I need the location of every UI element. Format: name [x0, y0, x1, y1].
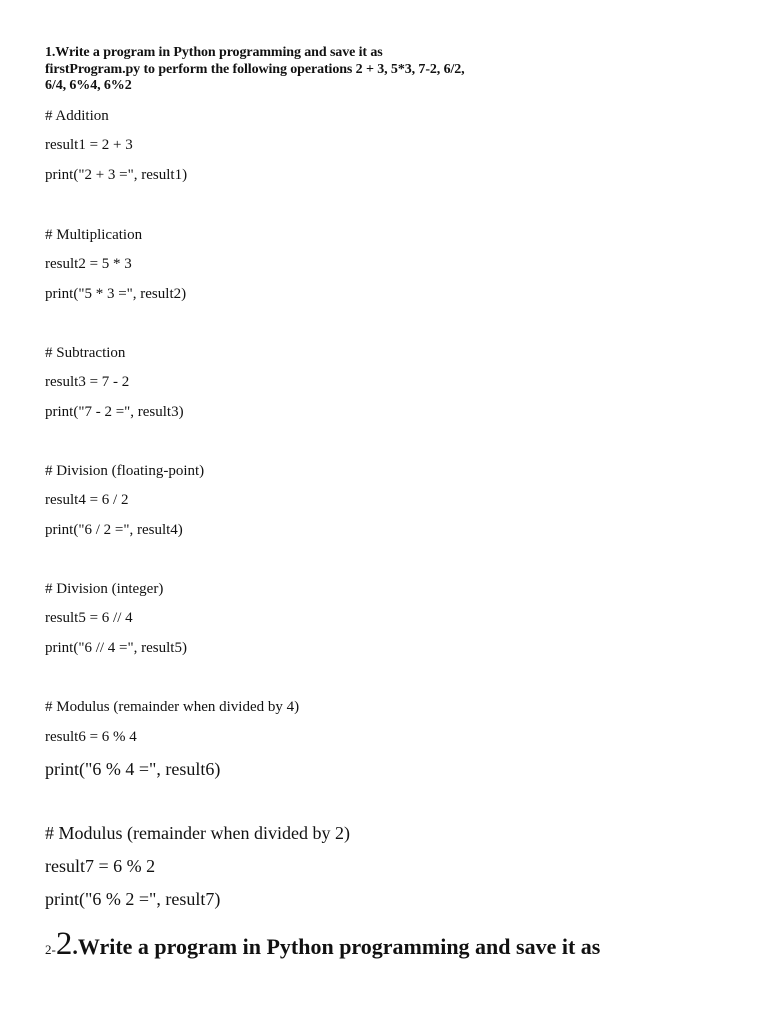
modulus-4-assign-line: result6 = 6 % 4 [45, 729, 137, 745]
subtraction-print-line: print("7 - 2 =", result3) [45, 404, 184, 420]
addition-assign-line: result1 = 2 + 3 [45, 137, 133, 153]
int-division-print-line: print("6 // 4 =", result5) [45, 640, 187, 656]
float-division-print-line: print("6 / 2 =", result4) [45, 522, 183, 538]
modulus-2-comment: # Modulus (remainder when divided by 2) [45, 823, 350, 843]
question-2-heading-text: .Write a program in Python programming and save it as [72, 934, 601, 959]
addition-comment: # Addition [45, 108, 109, 124]
question-2-heading [45, 924, 600, 970]
multiplication-print-line: print("5 * 3 =", result2) [45, 286, 187, 302]
modulus-4-comment: # Modulus (remainder when divided by 4) [45, 699, 300, 715]
multiplication-assign-line: result2 = 5 * 3 [45, 256, 132, 272]
question-2-number: 2 [55, 926, 73, 962]
float-division-assign-line: result4 = 6 / 2 [45, 492, 129, 508]
multiplication-comment: # Multiplication [45, 227, 143, 243]
modulus-2-assign-line: result7 = 6 % 2 [45, 856, 156, 876]
int-division-comment: # Division (integer) [45, 581, 164, 597]
float-division-comment: # Division (floating-point) [45, 463, 205, 479]
modulus-4-print-line: print("6 % 4 =", result6) [45, 759, 221, 779]
subtraction-assign-line: result3 = 7 - 2 [45, 374, 130, 390]
modulus-2-print-line: print("6 % 2 =", result7) [45, 889, 221, 909]
question-1-heading: 1.Write a program in Python programming and save it as firstProgram.py to perform the following operations 2 + 3, 5*3, 7-2, 6/2, 6/4, 6%4, 6%2 [45, 45, 465, 93]
int-division-assign-line: result5 = 6 // 4 [45, 610, 133, 626]
subtraction-comment: # Subtraction [45, 345, 126, 361]
addition-print-line: print("2 + 3 =", result1) [45, 167, 188, 183]
question-2-prefix-small: 2- [45, 942, 56, 957]
